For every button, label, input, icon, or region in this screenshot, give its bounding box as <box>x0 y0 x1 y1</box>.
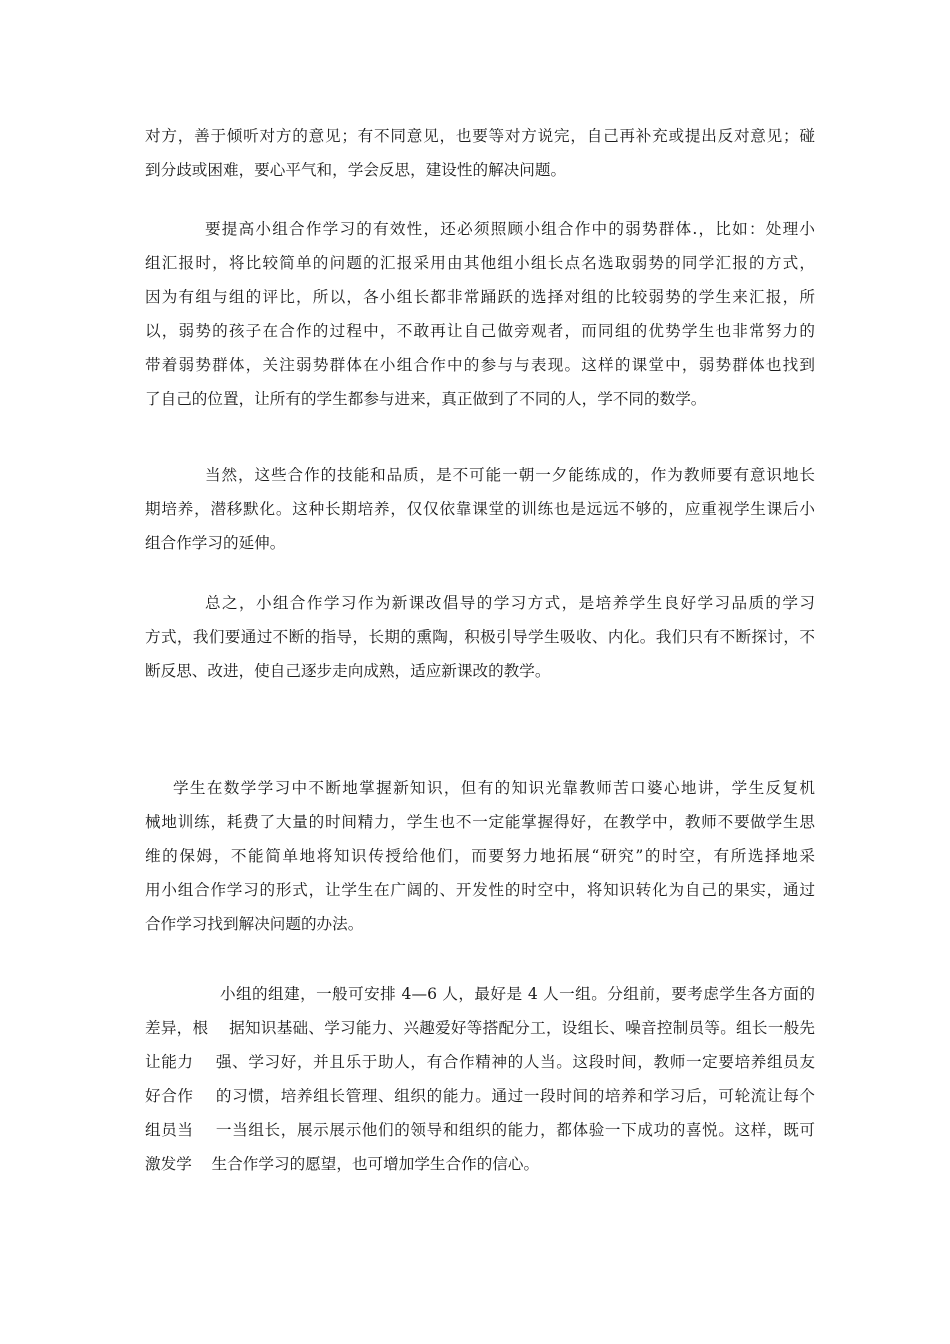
paragraph-long-term-training <box>145 458 815 560</box>
text-line: 因为有组与组的评比，所以，各小组长都非常踊跃的选择对组的比较弱势的学生来汇报，所 <box>145 288 815 306</box>
text-line: 断反思、改进，使自己逐步走向成熟，适应新课改的教学。 <box>145 662 551 680</box>
text-line: 学生在数学学习中不断地掌握新知识，但有的知识光靠教师苦口婆心地讲，学生反复机 <box>173 779 815 797</box>
text-line: 以，弱势的孩子在合作的过程中，不敢再让自己做旁观者，而同组的优势学生也非常努力的 <box>145 322 815 340</box>
text-line: 好合作 的习惯，培养组长管理、组织的能力。通过一段时间的培养和学习后，可轮流让每个 <box>145 1087 815 1105</box>
text-line: 合作学习找到解决问题的办法。 <box>145 915 364 933</box>
text-line: 了自己的位置，让所有的学生都参与进来，真正做到了不同的人，学不同的数学。 <box>145 390 707 408</box>
text-line: 方式，我们要通过不断的指导，长期的熏陶，积极引导学生吸收、内化。我们只有不断探讨，不 <box>145 628 815 646</box>
text-line: 组员当 一当组长，展示展示他们的领导和组织的能力，都体验一下成功的喜悦。这样，既可 <box>145 1121 815 1139</box>
paragraph-new-knowledge <box>145 771 815 941</box>
text-line: 带着弱势群体，关注弱势群体在小组合作中的参与与表现。这样的课堂中，弱势群体也找到 <box>145 356 815 374</box>
paragraph-group-formation <box>145 977 815 1181</box>
text-line: 激发学 生合作学习的愿望，也可增加学生合作的信心。 <box>145 1155 540 1173</box>
text-line: 组汇报时，将比较简单的问题的汇报采用由其他组小组长点名选取弱势的同学汇报的方式， <box>145 254 815 272</box>
text-line: 小组的组建，一般可安排 4—6 人，最好是 4 人一组。分组前，要考虑学生各方面的 <box>220 985 815 1003</box>
text-line: 让能力 强、学习好，并且乐于助人，有合作精神的人当。这段时间，教师一定要培养组员友 <box>145 1053 815 1071</box>
text-line: 要提高小组合作学习的有效性，还必须照顾小组合作中的弱势群体.，比如：处理小 <box>205 220 815 238</box>
paragraph-cooperation-etiquette <box>145 119 815 187</box>
text-line: 当然，这些合作的技能和品质，是不可能一朝一夕能练成的，作为教师要有意识地长 <box>205 466 815 484</box>
text-line: 组合作学习的延伸。 <box>145 534 286 552</box>
text-line: 期培养，潜移默化。这种长期培养，仅仅依靠课堂的训练也是远远不够的，应重视学生课后小 <box>145 500 815 518</box>
paragraph-conclusion <box>145 586 815 688</box>
text-line: 对方，善于倾听对方的意见；有不同意见，也要等对方说完，自己再补充或提出反对意见；碰 <box>145 127 815 145</box>
text-line: 差异，根 据知识基础、学习能力、兴趣爱好等搭配分工，设组长、噪音控制员等。组长一般先 <box>145 1019 815 1037</box>
text-line: 总之，小组合作学习作为新课改倡导的学习方式，是培养学生良好学习品质的学习 <box>205 594 815 612</box>
text-line: 维的保姆，不能简单地将知识传授给他们，而要努力地拓展“研究”的时空，有所选择地采 <box>145 847 815 865</box>
text-line: 械地训练，耗费了大量的时间精力，学生也不一定能掌握得好，在教学中，教师不要做学生思 <box>145 813 815 831</box>
text-line: 到分歧或困难，要心平气和，学会反思，建设性的解决问题。 <box>145 161 567 179</box>
paragraph-weak-group <box>145 212 815 416</box>
text-line: 用小组合作学习的形式，让学生在广阔的、开发性的时空中，将知识转化为自己的果实，通过 <box>145 881 815 899</box>
